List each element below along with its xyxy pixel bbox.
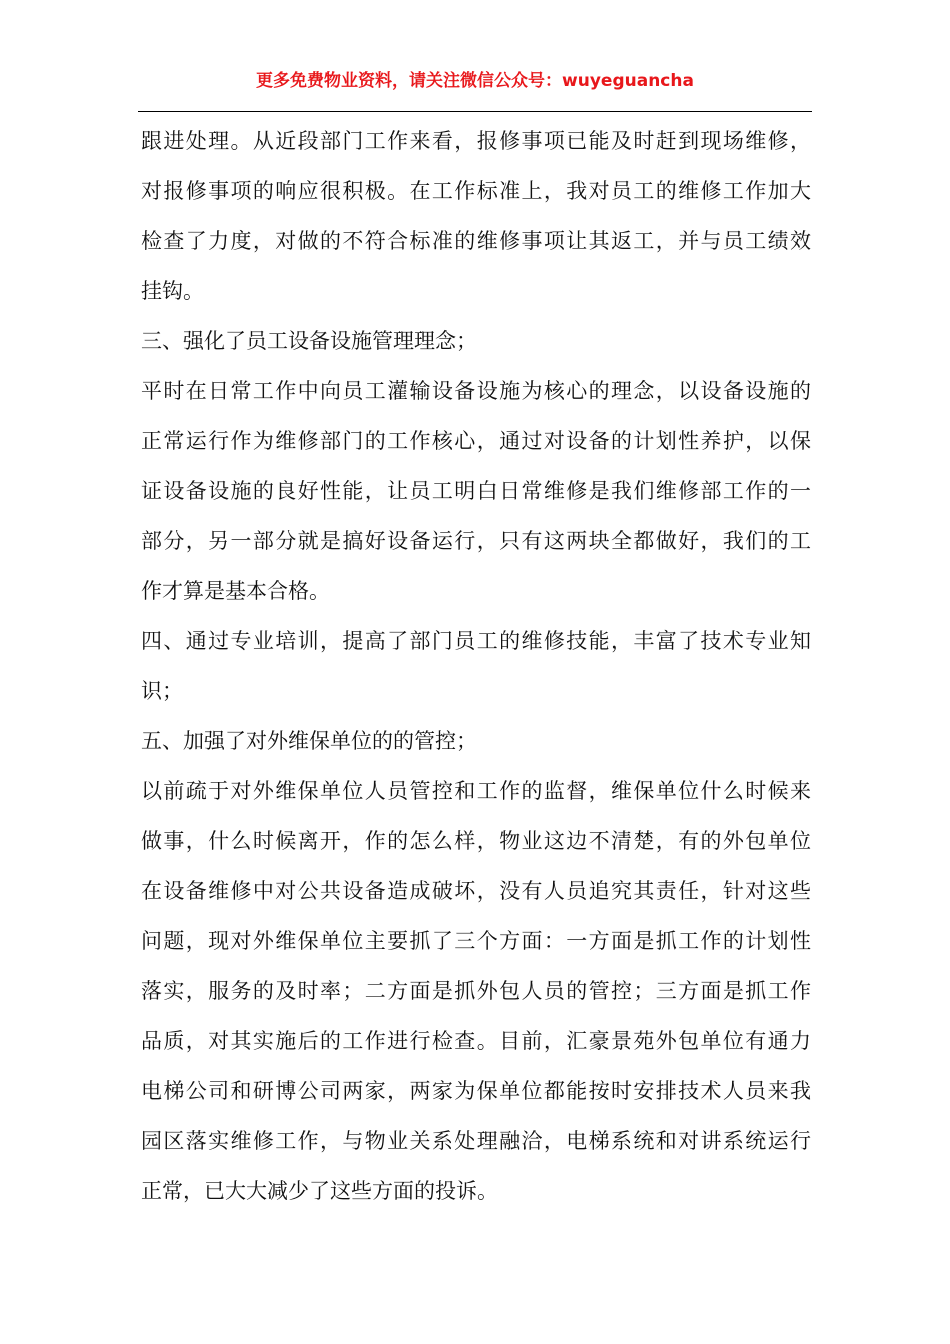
body-line: 以前疏于对外维保单位人员管控和工作的监督，维保单位什么时候来 xyxy=(141,779,811,803)
body-line: 作才算是基本合格。 xyxy=(141,579,330,603)
body-line: 问题，现对外维保单位主要抓了三个方面：一方面是抓工作的计划性 xyxy=(141,929,811,953)
section-heading-4: 四、通过专业培训，提高了部门员工的维修技能，丰富了技术专业知 xyxy=(141,629,811,653)
body-line: 做事，什么时候离开，作的怎么样，物业这边不清楚，有的外包单位 xyxy=(141,829,811,853)
body-line: 正常运行作为维修部门的工作核心，通过对设备的计划性养护，以保 xyxy=(141,429,811,453)
section-heading-3: 三、强化了员工设备设施管理理念； xyxy=(141,329,477,353)
body-line: 跟进处理。从近段部门工作来看，报修事项已能及时赶到现场维修， xyxy=(141,129,811,153)
document-body xyxy=(141,124,811,1224)
body-line: 对报修事项的响应很积极。在工作标准上，我对员工的维修工作加大 xyxy=(141,179,811,203)
body-line: 正常，已大大减少了这些方面的投诉。 xyxy=(141,1179,498,1203)
body-line: 识； xyxy=(141,679,183,703)
body-line: 挂钩。 xyxy=(141,279,204,303)
body-line: 电梯公司和研博公司两家，两家为保单位都能按时安排技术人员来我 xyxy=(141,1079,811,1103)
body-line: 落实，服务的及时率；二方面是抓外包人员的管控；三方面是抓工作 xyxy=(141,979,811,1003)
body-line: 平时在日常工作中向员工灌输设备设施为核心的理念，以设备设施的 xyxy=(141,379,811,403)
body-line: 在设备维修中对公共设备造成破坏，没有人员追究其责任，针对这些 xyxy=(141,879,811,903)
section-heading-5: 五、加强了对外维保单位的的管控； xyxy=(141,729,477,753)
body-line: 证设备设施的良好性能，让员工明白日常维修是我们维修部工作的一 xyxy=(141,479,811,503)
body-line: 检查了力度，对做的不符合标准的维修事项让其返工，并与员工绩效 xyxy=(141,229,811,253)
body-line: 园区落实维修工作，与物业关系处理融洽，电梯系统和对讲系统运行 xyxy=(141,1129,811,1153)
header-divider xyxy=(138,111,812,112)
promo-header: 更多免费物业资料，请关注微信公众号：wuyeguancha xyxy=(256,71,694,91)
body-line: 品质，对其实施后的工作进行检查。目前，汇豪景苑外包单位有通力 xyxy=(141,1029,811,1053)
body-line: 部分，另一部分就是搞好设备运行，只有这两块全都做好，我们的工 xyxy=(141,529,811,553)
